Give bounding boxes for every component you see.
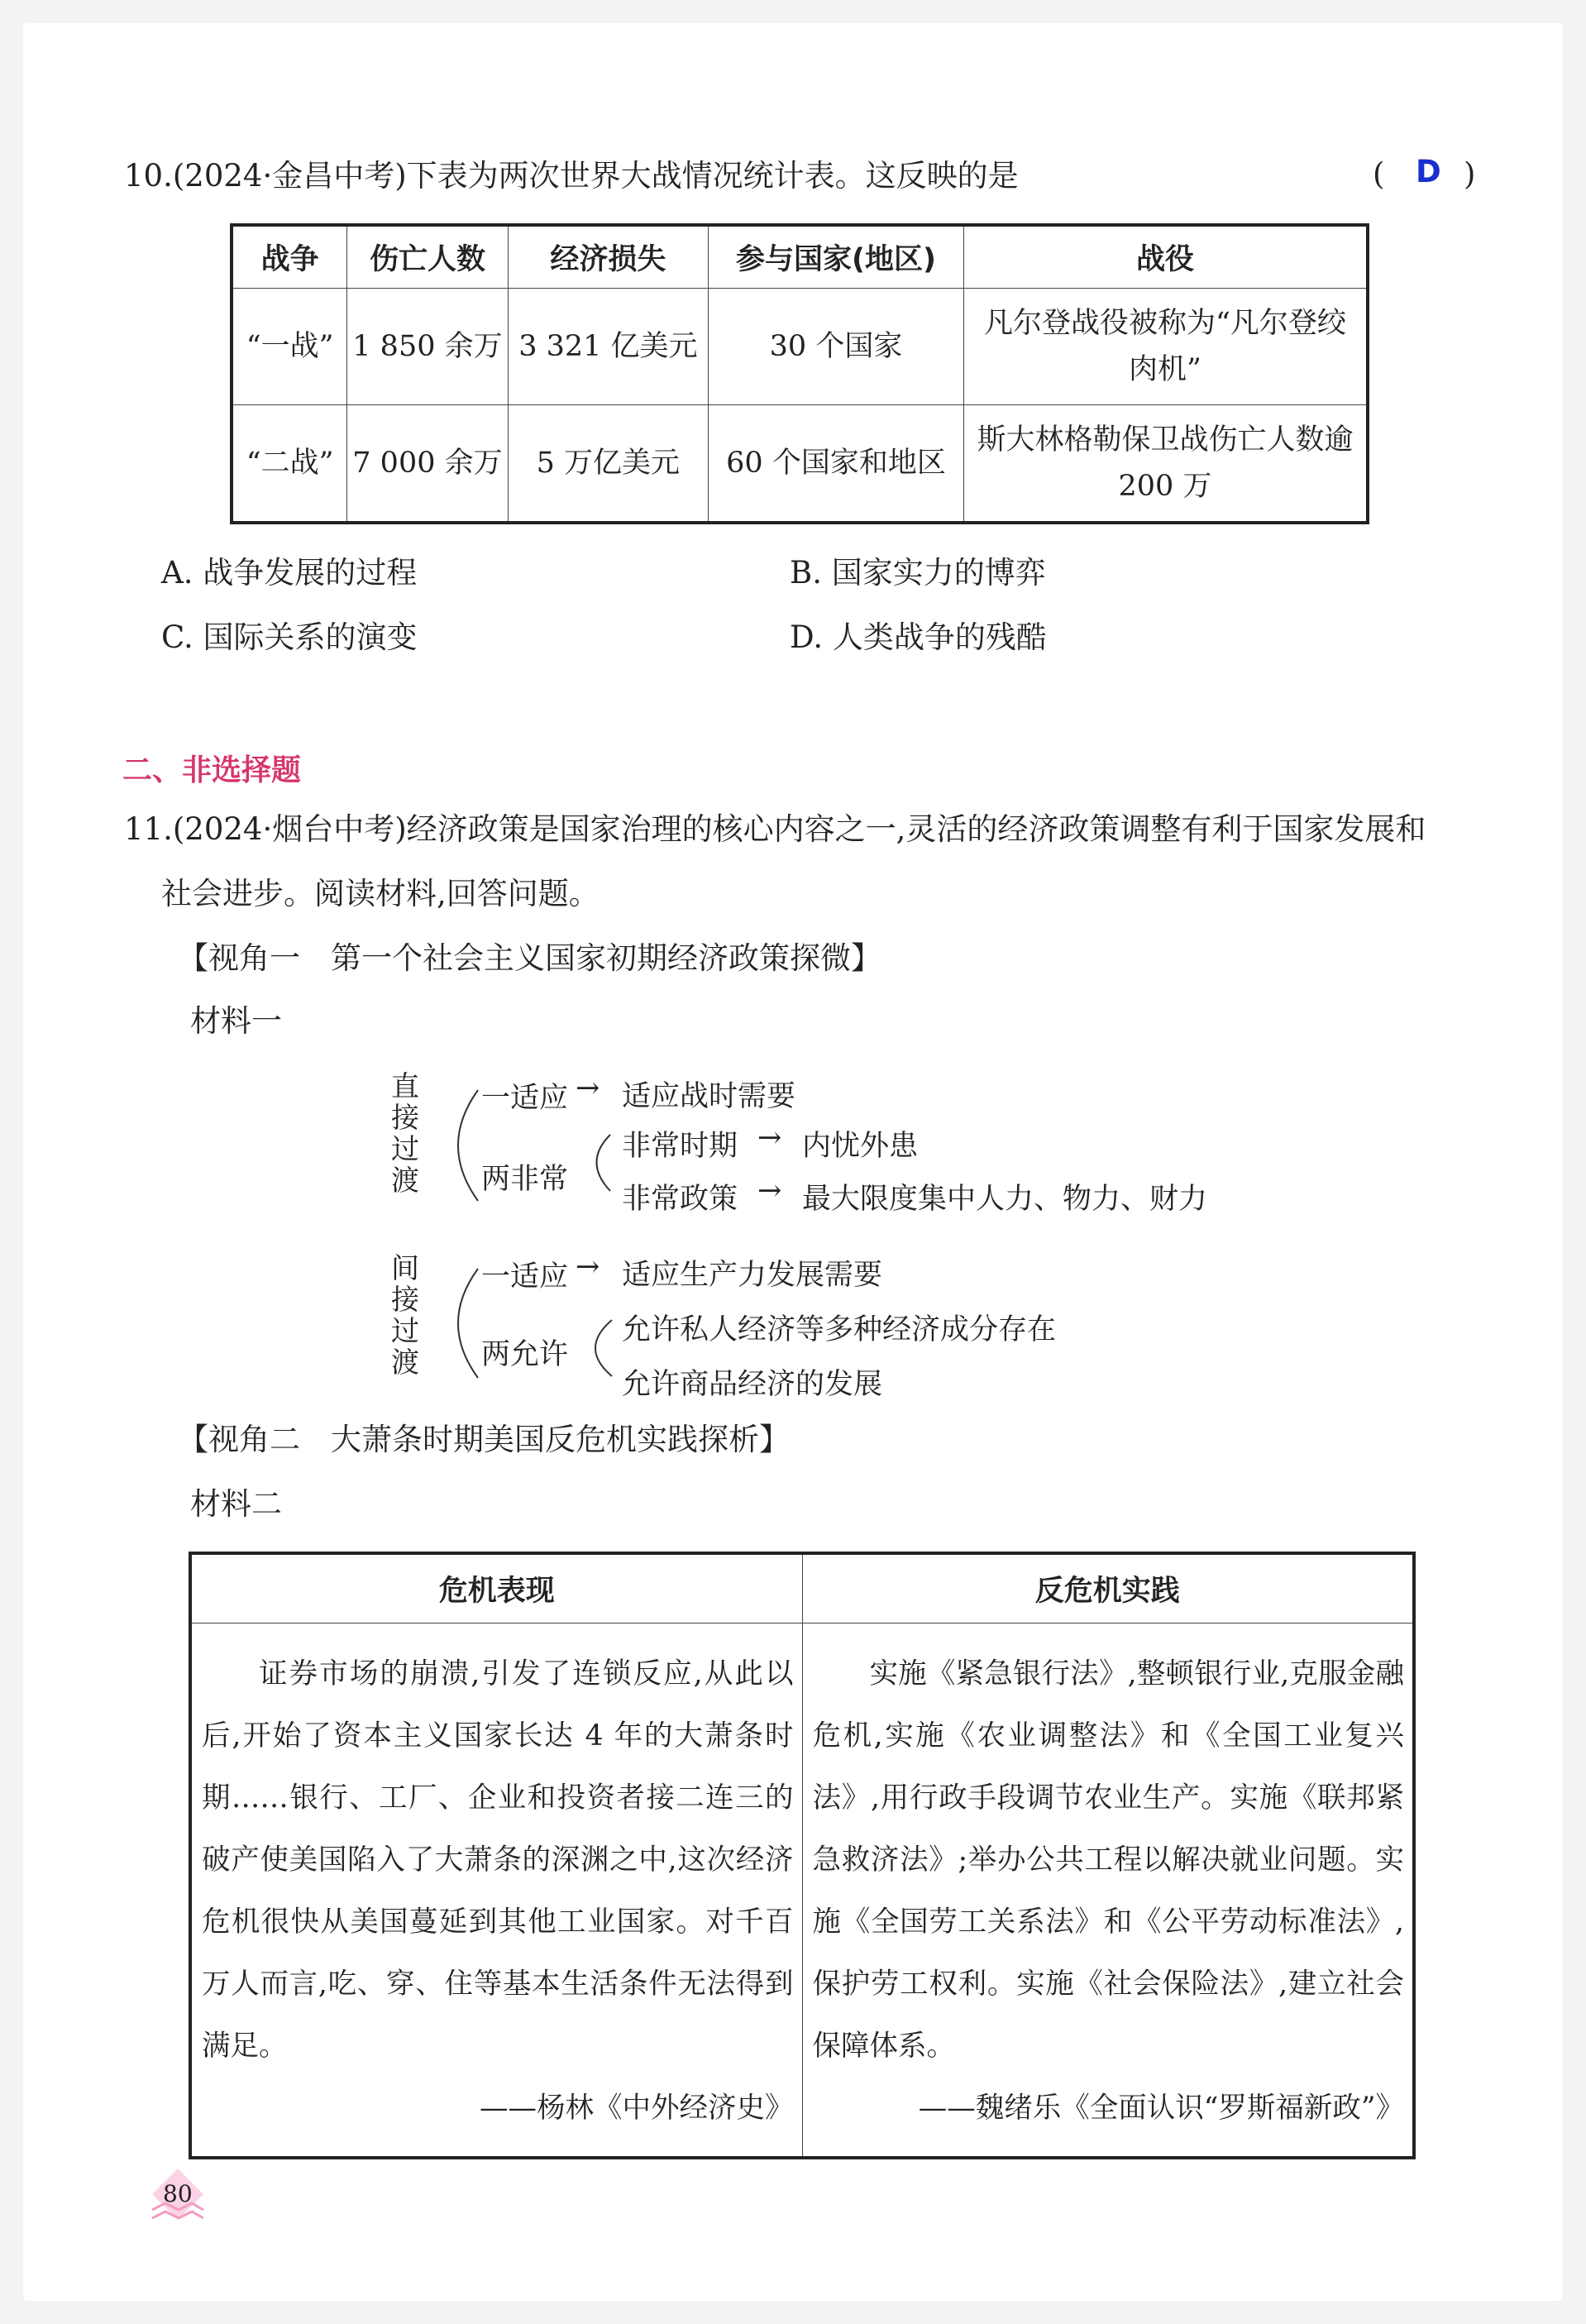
table-cell: 30 个国家 — [709, 289, 964, 405]
option-b[interactable]: B. 国家实力的博弈 — [790, 555, 1046, 591]
direct-item2-to: 最大限度集中人力、物力、财力 — [802, 1183, 1208, 1216]
anti-crisis-text: 实施《紧急银行法》,整顿银行业,克服金融危机,实施《农业调整法》和《全国工业复兴法》,用行政手段调节农业生产。实施《联邦紧急救济法》;举办公共工程以解决就业问题。实施《全国劳工关系法》和《公平劳动标准法》,保护劳工权利。实施《社会保险法》,建立社会保障体系。 — [812, 1657, 1404, 2063]
direct-item1-to: 内忧外患 — [802, 1130, 919, 1163]
q10-answer: D — [1416, 154, 1441, 189]
indirect-adapt: 一适应 — [481, 1260, 569, 1294]
table-cell: “一战” — [232, 289, 347, 405]
crisis-description-cell — [190, 1623, 802, 2159]
perspective-two-heading: 【视角二 大萧条时期美国反危机实践探析】 — [178, 1422, 790, 1457]
indirect-adapt-target: 适应生产力发展需要 — [622, 1259, 883, 1292]
section-title: 二、非选择题 — [122, 753, 302, 787]
table-cell: 7 000 余万 — [347, 405, 509, 524]
option-d[interactable]: D. 人类战争的残酷 — [790, 619, 1047, 655]
q11-stem-line2: 社会进步。阅读材料,回答问题。 — [161, 876, 600, 911]
perspective-one-heading: 【视角一 第一个社会主义国家初期经济政策探微】 — [178, 940, 881, 976]
table-cell: 5 万亿美元 — [508, 405, 708, 524]
answer-paren-open: ( — [1373, 156, 1385, 192]
option-c[interactable]: C. 国际关系的演变 — [161, 619, 418, 655]
direct-item2-from: 非常政策 — [622, 1183, 738, 1216]
anti-crisis-source: ——魏绪乐《全面认识“罗斯福新政”》 — [918, 2092, 1404, 2125]
table-row — [190, 1623, 1414, 2159]
table-cell: 1 850 余万 — [347, 289, 509, 405]
crisis-text: 证券市场的崩溃,引发了连锁反应,从此以后,开始了资本主义国家长达 4 年的大萧条时期……银行、工厂、企业和投资者接二连三的破产使美国陷入了大萧条的深渊之中,这次经济危机很快从美国蔓延到其他工业国家。对千百万人而言,吃、穿、住等基本生活条件无法得到满足。 — [202, 1657, 794, 2063]
table-cell: 斯大林格勒保卫战伤亡人数逾 200 万 — [963, 405, 1368, 524]
table-cell: 3 321 亿美元 — [508, 289, 708, 405]
indirect-sub-bracket — [595, 1320, 612, 1376]
table-header-row — [190, 1553, 1414, 1623]
crisis-table — [189, 1552, 1416, 2159]
arrow-icon: → — [757, 1121, 782, 1155]
arrow-icon: → — [576, 1250, 600, 1284]
header-cell: 战争 — [232, 225, 347, 289]
indirect-two-allow: 两允许 — [481, 1338, 569, 1371]
direct-sub-bracket — [597, 1135, 611, 1191]
q10-stem: 10.(2024·金昌中考)下表为两次世界大战情况统计表。这反映的是 — [124, 158, 1019, 194]
crisis-source: ——杨林《中外经济史》 — [480, 2092, 794, 2125]
direct-bracket — [458, 1090, 478, 1201]
table-cell: 凡尔登战役被称为“凡尔登绞肉机” — [963, 289, 1368, 405]
indirect-transition-label: 间接过渡 — [391, 1252, 419, 1380]
direct-item1-from: 非常时期 — [622, 1130, 738, 1163]
indirect-item1: 允许私人经济等多种经济成分存在 — [622, 1313, 1057, 1346]
indirect-item2: 允许商品经济的发展 — [622, 1368, 883, 1401]
direct-adapt: 一适应 — [481, 1082, 569, 1115]
material-two-label: 材料二 — [190, 1486, 282, 1522]
direct-two-extraordinary: 两非常 — [481, 1163, 569, 1196]
direct-adapt-target: 适应战时需要 — [622, 1080, 796, 1113]
table-cell: 60 个国家和地区 — [709, 405, 964, 524]
option-a[interactable]: A. 战争发展的过程 — [161, 555, 418, 591]
page-number: 80 — [163, 2180, 193, 2207]
indirect-bracket — [458, 1269, 478, 1378]
direct-transition-label: 直接过渡 — [391, 1070, 419, 1198]
anti-crisis-cell — [802, 1623, 1414, 2159]
header-cell: 反危机实践 — [802, 1553, 1414, 1623]
answer-paren-close: ) — [1464, 156, 1476, 192]
material-one-label: 材料一 — [190, 1003, 282, 1039]
header-cell: 危机表现 — [190, 1553, 802, 1623]
table-cell: “二战” — [232, 405, 347, 524]
header-cell: 战役 — [963, 225, 1368, 289]
q11-stem-line1: 11.(2024·烟台中考)经济政策是国家治理的核心内容之一,灵活的经济政策调整有利于国家发展和 — [124, 811, 1426, 847]
header-cell: 经济损失 — [508, 225, 708, 289]
header-cell: 伤亡人数 — [347, 225, 509, 289]
arrow-icon: → — [757, 1174, 782, 1207]
header-cell: 参与国家(地区) — [709, 225, 964, 289]
arrow-icon: → — [576, 1072, 600, 1105]
